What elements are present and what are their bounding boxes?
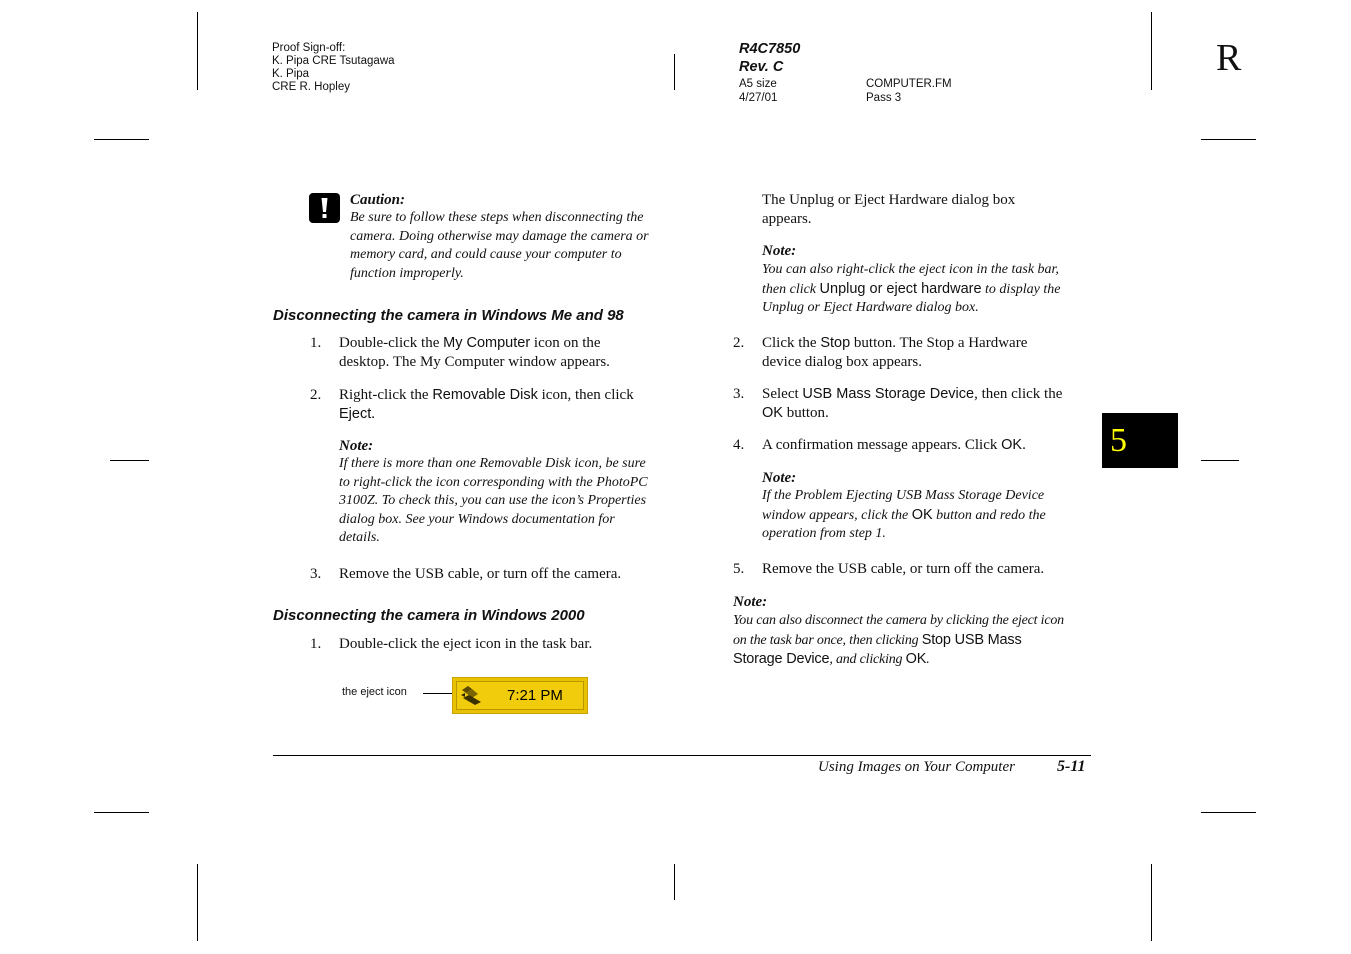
ui-label: My Computer xyxy=(443,335,531,351)
note-title: Note: xyxy=(762,470,797,486)
step-text: Double-click the My Computer icon on the desktop. The My Computer window appears. xyxy=(339,335,610,370)
step-text: Select USB Mass Storage Device, then click the OK button. xyxy=(762,386,1063,421)
crop-mark xyxy=(1151,12,1152,90)
footer-title: Using Images on Your Computer xyxy=(818,759,1015,775)
chapter-tab: 5 xyxy=(1102,413,1178,468)
ui-label: Stop xyxy=(820,335,851,351)
step-text: Double-click the eject icon in the task bar. xyxy=(339,636,593,652)
ui-label: OK xyxy=(911,506,933,523)
crop-mark xyxy=(94,139,149,140)
step-number: 2. xyxy=(310,387,322,403)
crop-mark xyxy=(674,864,675,900)
caution-line: function improperly. xyxy=(350,265,464,281)
revision: Rev. C xyxy=(739,59,784,75)
note-text: If there is more than one Removable Disk icon, be sure to right-click the icon corresponding with the PhotoPC 3100Z. To check this, you can use the icon’s Properties dialog box. See your Windows documentation for details. xyxy=(339,456,648,545)
caution-line: camera. Doing otherwise may damage the camera or xyxy=(350,228,649,244)
proof-line: K. Pipa CRE Tsutagawa xyxy=(272,55,395,67)
note-text: If the Problem Ejecting USB Mass Storage Device window appears, click the OK button and redo the operation from step 1. xyxy=(762,488,1046,541)
note-title: Note: xyxy=(733,594,768,610)
eject-icon[interactable] xyxy=(459,684,485,706)
caution-line: Be sure to follow these steps when disconnecting the xyxy=(350,210,644,225)
crop-mark xyxy=(1201,460,1239,461)
step-number: 1. xyxy=(310,335,322,351)
note-title: Note: xyxy=(762,243,797,259)
ui-label: OK xyxy=(1001,437,1023,453)
ui-label: Removable Disk xyxy=(432,387,538,403)
proof-line: Proof Sign-off: xyxy=(272,42,346,54)
callout-line xyxy=(423,693,453,694)
eject-callout-label: the eject icon xyxy=(342,686,407,698)
file-name: COMPUTER.FM xyxy=(866,78,952,90)
proof-line: K. Pipa xyxy=(272,68,310,80)
ui-label: OK xyxy=(762,404,783,421)
caution-text xyxy=(350,209,649,283)
step-number: 4. xyxy=(733,437,745,453)
doc-id: R4C7850 xyxy=(739,41,801,57)
pass-number: Pass 3 xyxy=(866,92,902,104)
ui-label: Storage Device xyxy=(733,651,830,667)
section-heading: Disconnecting the camera in Windows Me and 98 xyxy=(273,307,624,324)
caution-title: Caution: xyxy=(350,192,406,208)
crop-mark xyxy=(1201,812,1256,813)
page-size: A5 size xyxy=(739,78,777,90)
crop-mark xyxy=(674,54,675,90)
proof-line: CRE R. Hopley xyxy=(272,81,350,93)
step-text: Right-click the Removable Disk icon, then click Eject. xyxy=(339,387,634,422)
taskbar-tray xyxy=(452,677,588,714)
step-text: A confirmation message appears. Click OK. xyxy=(762,437,1026,453)
footer-rule xyxy=(273,755,1091,756)
note-title: Note: xyxy=(339,438,374,454)
crop-mark xyxy=(197,864,198,941)
ui-label: OK xyxy=(905,651,927,667)
step-text: Remove the USB cable, or turn off the camera. xyxy=(339,566,622,582)
crop-mark xyxy=(110,460,149,461)
section-heading: Disconnecting the camera in Windows 2000 xyxy=(273,607,585,624)
tray-inner xyxy=(456,681,584,710)
ui-label: Stop USB Mass xyxy=(921,631,1022,648)
step-number: 2. xyxy=(733,335,745,351)
step-text: Click the Stop button. The Stop a Hardware device dialog box appears. xyxy=(762,335,1028,370)
crop-mark xyxy=(197,12,198,90)
step-text: Remove the USB cable, or turn off the camera. xyxy=(762,561,1045,577)
doc-date: 4/27/01 xyxy=(739,92,778,104)
proof-signoff xyxy=(272,42,395,94)
intro-text: The Unplug or Eject Hardware dialog box appears. xyxy=(762,192,1016,227)
note-text: You can also disconnect the camera by clicking the eject icon on the task bar once, then clicking Stop USB Mass Storage Device, and clicking OK. xyxy=(733,613,1064,667)
ui-label: USB Mass Storage Device xyxy=(802,386,975,402)
step-number: 3. xyxy=(310,566,322,582)
step-number: 1. xyxy=(310,636,322,652)
ui-label: Eject xyxy=(339,405,372,422)
caution-line: memory card, and could cause your computer to xyxy=(350,247,622,262)
step-number: 5. xyxy=(733,561,745,577)
corner-letter: R xyxy=(1216,37,1242,79)
taskbar-clock: 7:21 PM xyxy=(507,687,563,704)
page-number: 5-11 xyxy=(1057,758,1086,775)
crop-mark xyxy=(94,812,149,813)
caution-icon xyxy=(309,193,340,223)
crop-mark xyxy=(1151,864,1152,941)
step-number: 3. xyxy=(733,386,745,402)
note-text: You can also right-click the eject icon in the task bar, then click Unplug or eject hardware to display the Unplug or Eject Hardware dialog box. xyxy=(762,262,1061,315)
crop-mark xyxy=(1201,139,1256,140)
ui-label: Unplug or eject hardware xyxy=(819,280,982,297)
